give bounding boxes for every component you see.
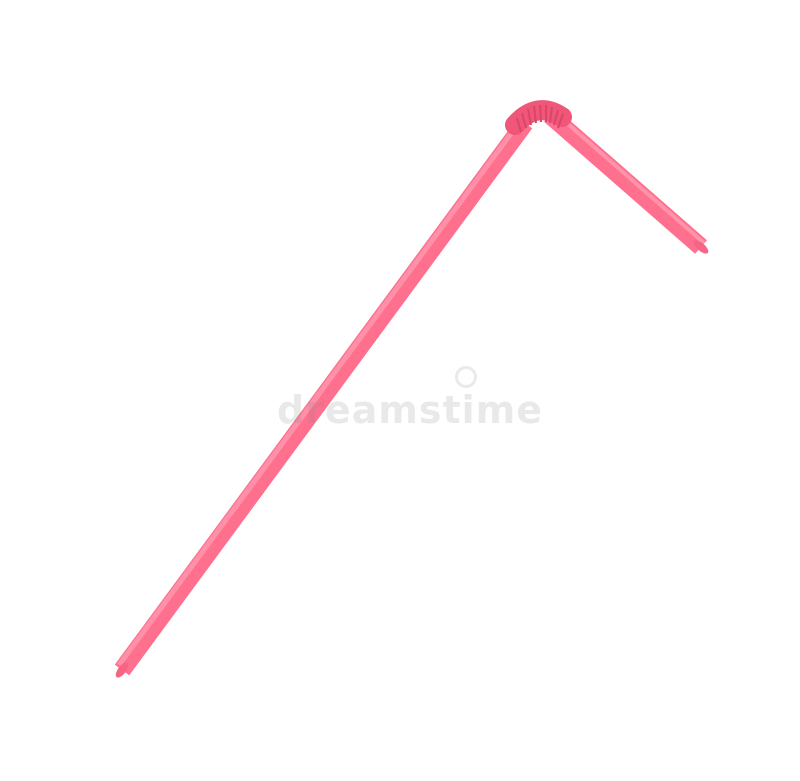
watermark-text: dreamstime <box>276 388 544 432</box>
straw-short-segment <box>550 115 701 247</box>
straw-short-highlight <box>552 110 704 243</box>
straw-long-highlight <box>119 120 521 665</box>
straw-long-segment <box>122 123 525 670</box>
